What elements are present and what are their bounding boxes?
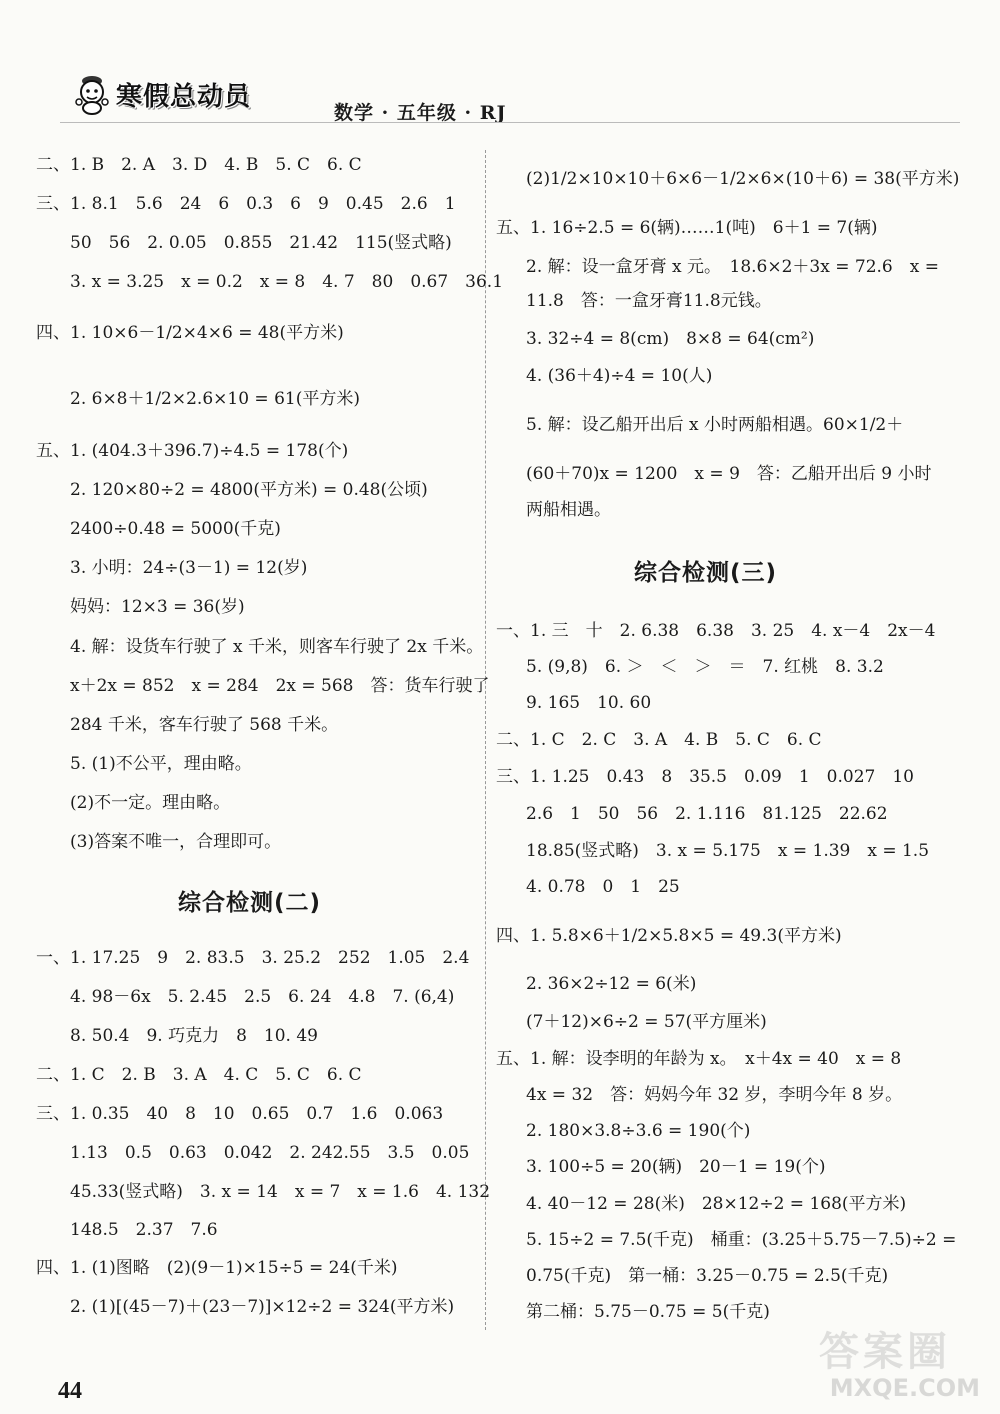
answer-line: 18.85(竖式略) 3. x = 5.175 x = 1.39 x = 1.5 xyxy=(526,841,930,861)
answer-line: 一、1. 三 十 2. 6.38 6.38 3. 25 4. x－4 2x－4 xyxy=(496,621,936,641)
answer-line: 2. 180×3.8÷3.6 = 190(个) xyxy=(526,1121,751,1141)
answer-line: 45.33(竖式略) 3. x = 14 x = 7 x = 1.6 4. 132 xyxy=(70,1182,491,1202)
answer-line: 四、1. (1)图略 (2)(9－1)×15÷5 = 24(千米) xyxy=(36,1258,398,1278)
answer-line: 两船相遇。 xyxy=(526,500,611,520)
answer-line: 2. 解：设一盒牙膏 x 元。 18.6×2＋3x = 72.6 x = xyxy=(526,257,939,277)
answer-line: 4. 98－6x 5. 2.45 2.5 6. 24 4.8 7. (6,4) xyxy=(70,987,455,1007)
answer-line: 第二桶：5.75－0.75 = 5(千克) xyxy=(526,1302,770,1322)
answer-line: (2)1/2×10×10＋6×6－1/2×6×(10＋6) = 38(平方米) xyxy=(526,169,960,189)
answer-line: 2. 120×80÷2 = 4800(平方米) = 0.48(公顷) xyxy=(70,480,428,500)
mascot-icon xyxy=(70,72,114,116)
page-number: 44 xyxy=(58,1378,82,1404)
book-logo xyxy=(70,66,280,118)
answer-line: (7＋12)×6÷2 = 57(平方厘米) xyxy=(526,1012,767,1032)
watermark-url: MXQE.COM xyxy=(829,1374,980,1402)
answer-line: 二、1. C 2. B 3. A 4. C 5. C 6. C xyxy=(36,1065,362,1085)
answer-line: 一、1. 17.25 9 2. 83.5 3. 25.2 252 1.05 2.4 xyxy=(36,948,470,968)
answer-line: 5. 解：设乙船开出后 x 小时两船相遇。60×1/2＋ xyxy=(526,415,904,435)
answer-line: (2)不一定。理由略。 xyxy=(70,793,231,813)
answer-line: 三、1. 0.35 40 8 10 0.65 0.7 1.6 0.063 xyxy=(36,1104,444,1124)
answer-line: (3)答案不唯一，合理即可。 xyxy=(70,832,282,852)
answer-line: 二、1. C 2. C 3. A 4. B 5. C 6. C xyxy=(496,730,822,750)
answer-line: 50 56 2. 0.05 0.855 21.42 115(竖式略) xyxy=(70,233,452,253)
answer-line: 1.13 0.5 0.63 0.042 2. 242.55 3.5 0.05 xyxy=(70,1143,470,1163)
column-divider xyxy=(485,150,486,1330)
answer-line: 5. (1)不公平，理由略。 xyxy=(70,754,252,774)
answer-line: 3. 100÷5 = 20(辆) 20－1 = 19(个) xyxy=(526,1157,826,1177)
answer-line: 5. (9,8) 6. ＞ ＜ ＞ ＝ 7. 红桃 8. 3.2 xyxy=(526,657,884,677)
answer-line: (60＋70)x = 1200 x = 9 答：乙船开出后 9 小时 xyxy=(526,464,932,484)
answer-line: 三、1. 1.25 0.43 8 35.5 0.09 1 0.027 10 xyxy=(496,767,914,787)
answer-line: 三、1. 8.1 5.6 24 6 0.3 6 9 0.45 2.6 1 xyxy=(36,194,456,214)
answer-line: 0.75(千克) 第一桶：3.25－0.75 = 2.5(千克) xyxy=(526,1266,889,1286)
answer-line: 五、1. 16÷2.5 = 6(辆)……1(吨) 6＋1 = 7(辆) xyxy=(496,218,878,238)
answer-line: 148.5 2.37 7.6 xyxy=(70,1220,218,1240)
answer-line: 2. 6×8＋1/2×2.6×10 = 61(平方米) xyxy=(70,389,360,409)
site-watermark xyxy=(780,1320,980,1412)
answer-line: 4. 解：设货车行驶了 x 千米，则客车行驶了 2x 千米。 xyxy=(70,637,484,657)
section-title-test-3: 综合检测(三) xyxy=(634,560,778,586)
answer-line: x＋2x = 852 x = 284 2x = 568 答：货车行驶了 xyxy=(70,676,490,696)
section-title-test-2: 综合检测(二) xyxy=(178,890,322,916)
answer-line: 3. 32÷4 = 8(cm) 8×8 = 64(cm²) xyxy=(526,329,815,349)
subject-label: 数学 · 五年级 · RJ xyxy=(334,102,507,124)
watermark-logo-text: 答案圈 xyxy=(819,1329,951,1375)
answer-line: 284 千米，客车行驶了 568 千米。 xyxy=(70,715,339,735)
answer-line: 3. 小明：24÷(3－1) = 12(岁) xyxy=(70,558,308,578)
answer-line: 2400÷0.48 = 5000(千克) xyxy=(70,519,281,539)
answer-line: 2.6 1 50 56 2. 1.116 81.125 22.62 xyxy=(526,804,888,824)
answer-line: 9. 165 10. 60 xyxy=(526,693,652,713)
answer-line: 2. 36×2÷12 = 6(米) xyxy=(526,974,697,994)
answer-line: 二、1. B 2. A 3. D 4. B 5. C 6. C xyxy=(36,155,362,175)
answer-line: 11.8 答：一盒牙膏11.8元钱。 xyxy=(526,291,772,311)
answer-line: 四、1. 10×6－1/2×4×6 = 48(平方米) xyxy=(36,323,344,343)
answer-line: 五、1. 解：设李明的年龄为 x。 x＋4x = 40 x = 8 xyxy=(496,1049,902,1069)
answer-line: 3. x = 3.25 x = 0.2 x = 8 4. 7 80 0.67 36.1 xyxy=(70,272,504,292)
answer-line: 妈妈：12×3 = 36(岁) xyxy=(70,597,245,617)
logo-text: 寒假总动员 xyxy=(116,82,252,112)
page-header xyxy=(60,62,960,122)
header-divider xyxy=(60,122,960,123)
answer-line: 4x = 32 答：妈妈今年 32 岁，李明今年 8 岁。 xyxy=(526,1085,903,1105)
answer-line: 四、1. 5.8×6＋1/2×5.8×5 = 49.3(平方米) xyxy=(496,926,842,946)
answer-line: 8. 50.4 9. 巧克力 8 10. 49 xyxy=(70,1026,318,1046)
answer-line: 4. 40－12 = 28(米) 28×12÷2 = 168(平方米) xyxy=(526,1194,907,1214)
answer-line: 5. 15÷2 = 7.5(千克) 桶重：(3.25＋5.75－7.5)÷2 = xyxy=(526,1230,957,1250)
answer-line: 4. (36＋4)÷4 = 10(人) xyxy=(526,366,713,386)
answer-line: 4. 0.78 0 1 25 xyxy=(526,877,680,897)
answer-line: 五、1. (404.3＋396.7)÷4.5 = 178(个) xyxy=(36,441,349,461)
answer-line: 2. (1)[(45－7)＋(23－7)]×12÷2 = 324(平方米) xyxy=(70,1297,455,1317)
